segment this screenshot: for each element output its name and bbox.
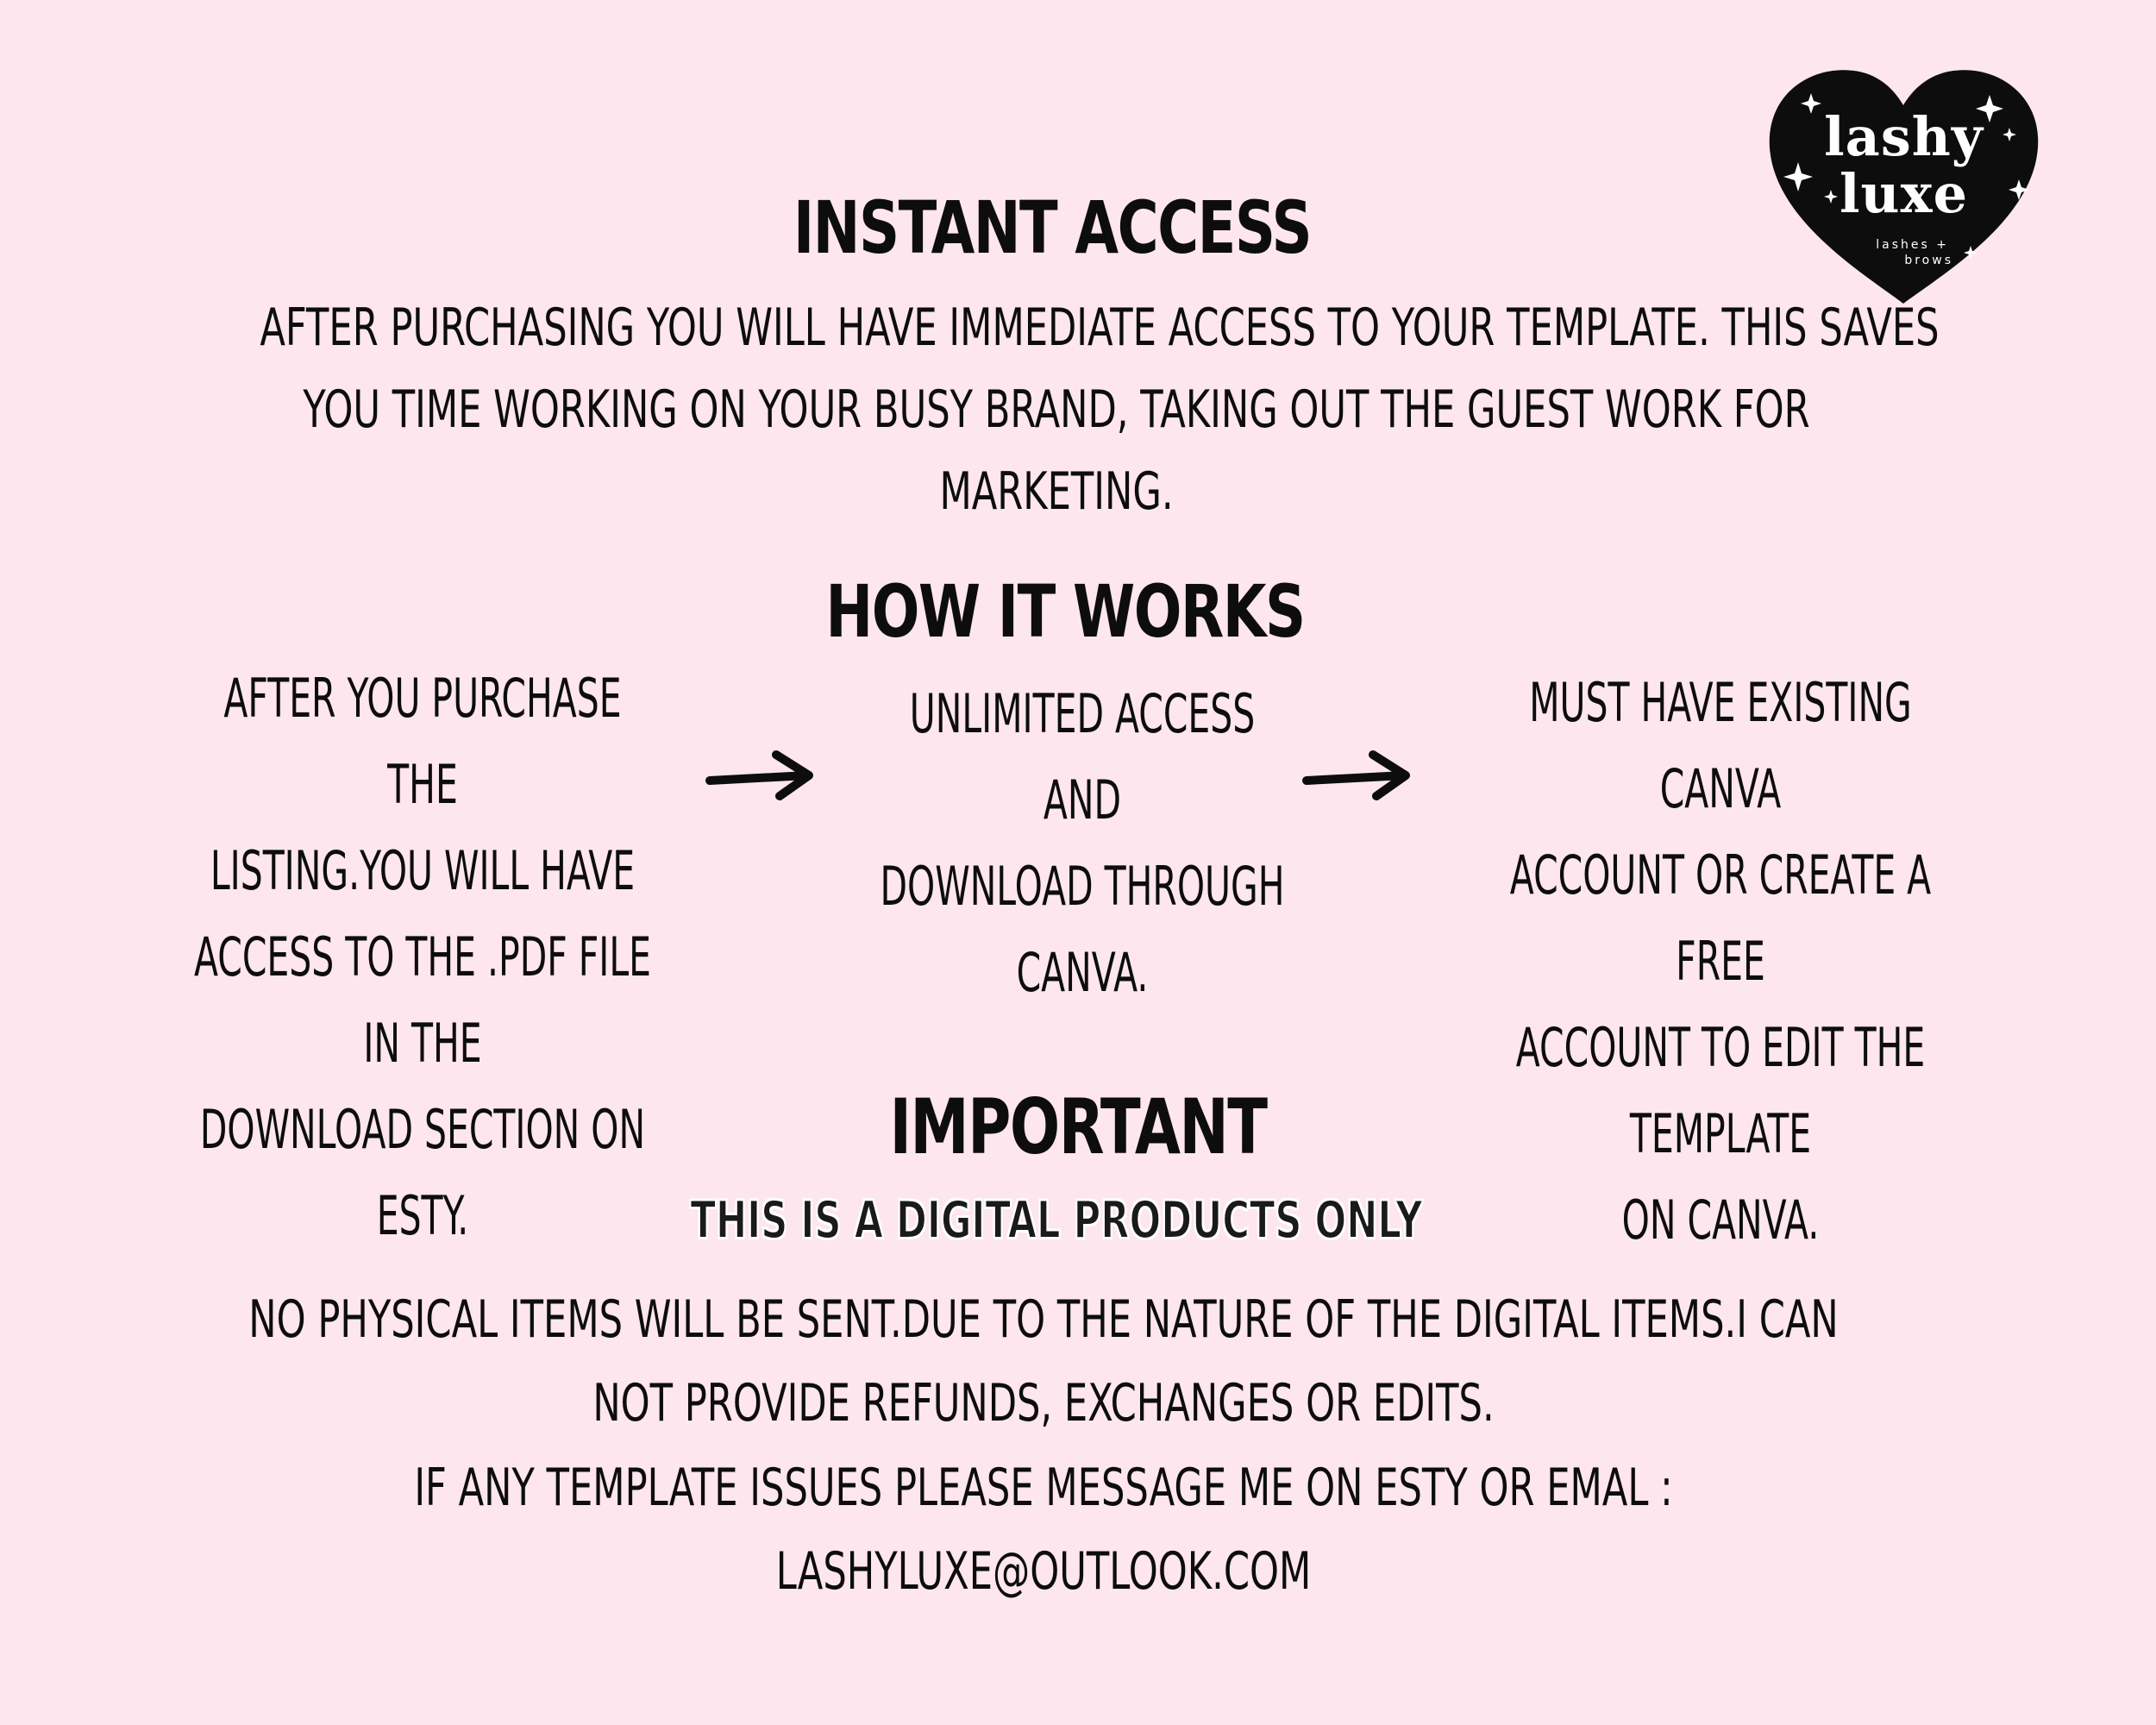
logo-tag-lashes: lashes +	[1876, 238, 1949, 252]
right-arrow-icon	[705, 746, 818, 806]
logo-text-lashy: lashy	[1824, 105, 1984, 168]
instant-access-title: INSTANT ACCESS	[793, 185, 1312, 270]
digital-product-subtitle: THIS IS A DIGITAL PRODUCTS ONLY	[690, 1190, 1423, 1251]
step-2-line-3: CANVA.	[1016, 941, 1149, 1004]
step-3-text	[1482, 660, 1959, 1264]
logo-text-luxe: luxe	[1839, 162, 1969, 225]
instant-access-line-2: YOU TIME WORKING ON YOUR BUSY BRAND, TAKING OUT THE GUEST WORK FOR	[303, 380, 1810, 440]
logo-tag-brows: brows	[1904, 254, 1953, 267]
step-1-line-4: DOWNLOAD SECTION ON ESTY.	[199, 1098, 646, 1247]
step-1-line-2: LISTING.YOU WILL HAVE	[210, 839, 636, 902]
contact-email: LASHYLUXE@OUTLOOK.COM	[775, 1541, 1312, 1602]
step-1-line-1: AFTER YOU PURCHASE THE	[223, 667, 622, 816]
important-line-1: NO PHYSICAL ITEMS WILL BE SENT.DUE TO THE NATURE OF THE DIGITAL ITEMS.I CAN	[248, 1289, 1839, 1350]
step-3-line-2: ACCOUNT OR CREATE A FREE	[1509, 844, 1932, 993]
instant-access-line-3: MARKETING.	[939, 461, 1174, 522]
important-line-2: NOT PROVIDE REFUNDS, EXCHANGES OR EDITS.	[592, 1373, 1495, 1433]
right-arrow-icon	[1302, 746, 1414, 806]
instant-access-line-1: AFTER PURCHASING YOU WILL HAVE IMMEDIATE ACCESS TO YOUR TEMPLATE. THIS SAVES	[260, 298, 1940, 358]
step-2-line-2: DOWNLOAD THROUGH	[880, 855, 1285, 918]
step-2-line-1: UNLIMITED ACCESS AND	[909, 682, 1256, 831]
step-2-text	[869, 671, 1296, 1016]
logo	[1764, 60, 2044, 310]
step-3-line-4: ON CANVA.	[1621, 1189, 1820, 1251]
step-1-line-3: ACCESS TO THE .PDF FILE IN THE	[193, 925, 652, 1075]
important-title: IMPORTANT	[889, 1082, 1267, 1171]
step-3-line-1: MUST HAVE EXISTING CANVA	[1529, 671, 1912, 820]
step-3-line-3: ACCOUNT TO EDIT THE TEMPLATE	[1515, 1016, 1926, 1165]
important-line-3: IF ANY TEMPLATE ISSUES PLEASE MESSAGE ME ON ESTY OR EMAL :	[414, 1458, 1673, 1518]
how-it-works-title: HOW IT WORKS	[825, 569, 1305, 654]
step-1-text	[184, 656, 661, 1259]
